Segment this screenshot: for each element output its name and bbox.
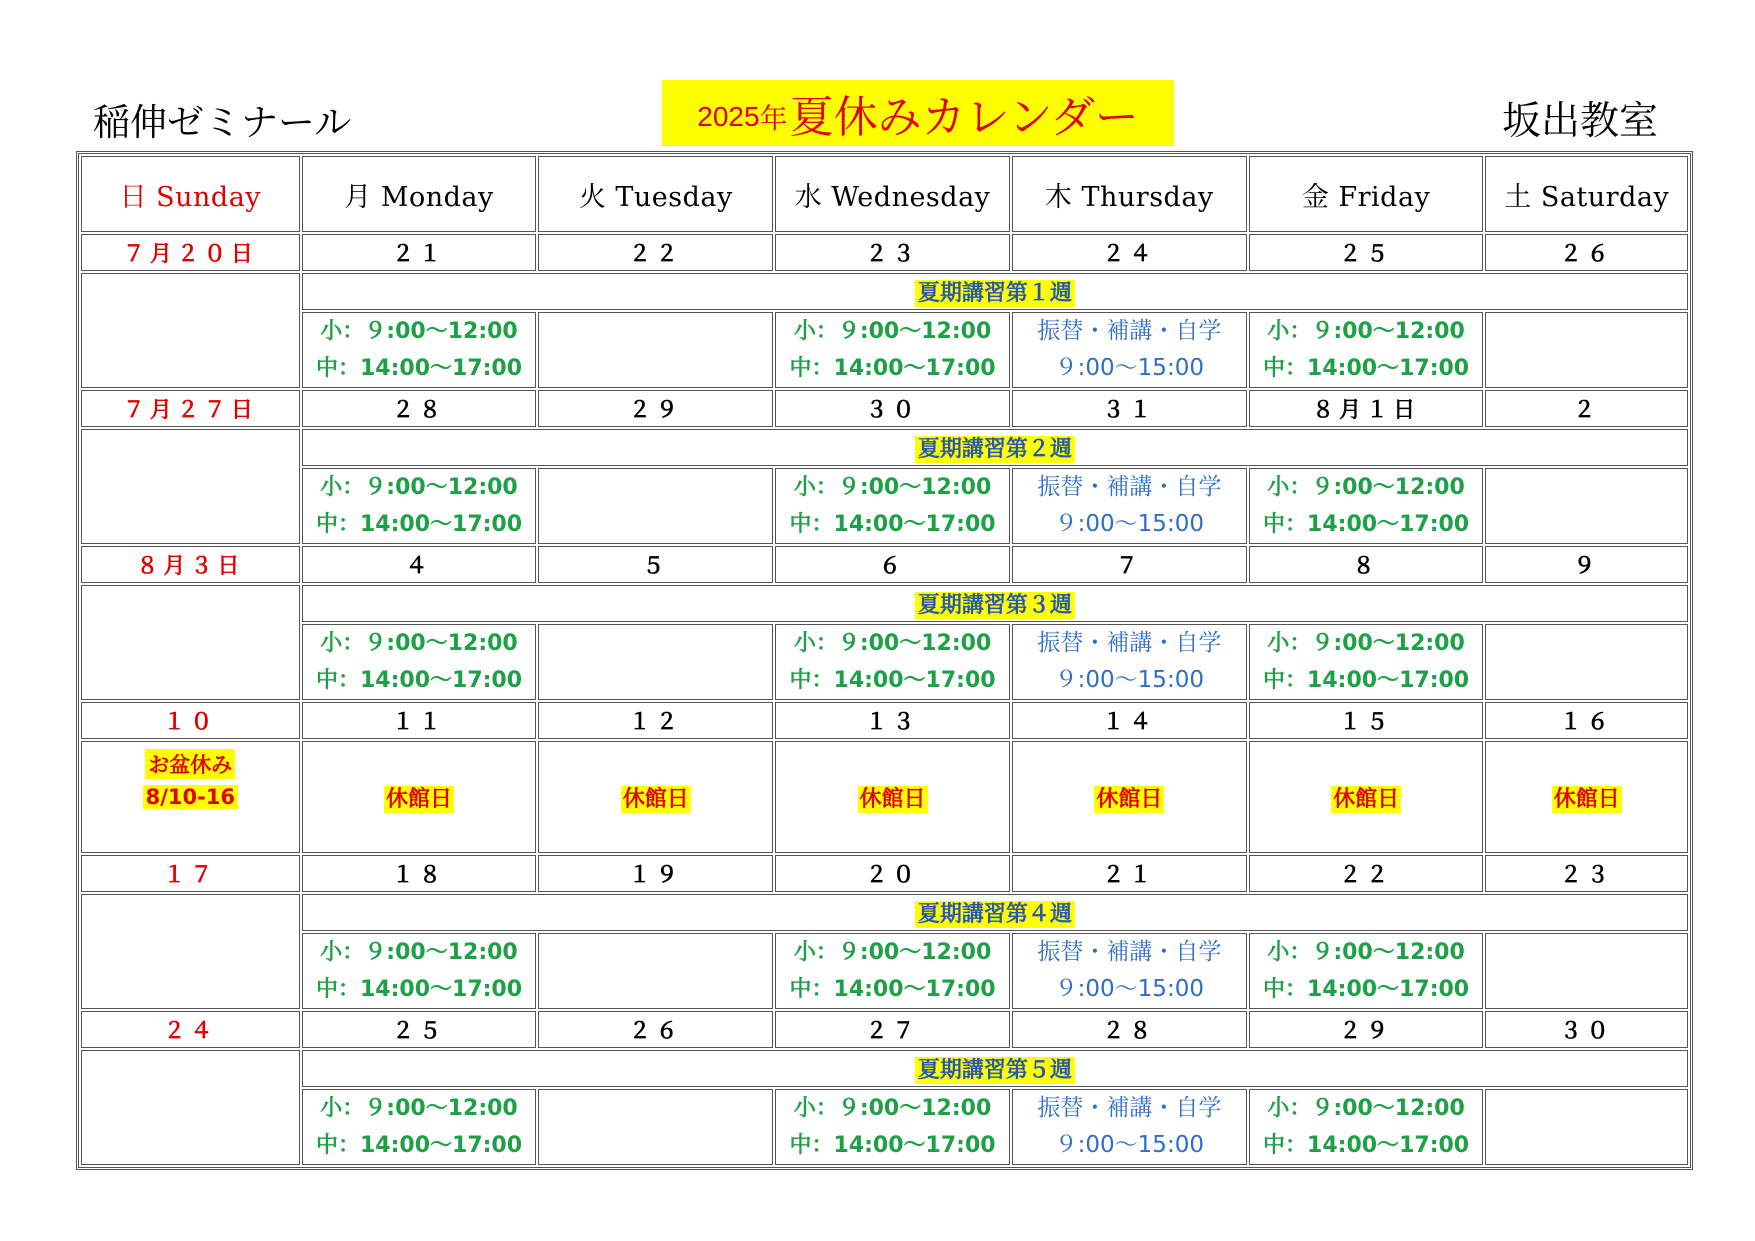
schedule-cell-saturday: [1485, 468, 1688, 544]
schedule-cell-monday: [302, 1089, 537, 1165]
weekday-saturday: 土 Saturday: [1485, 156, 1688, 232]
weekday-wednesday: 水 Wednesday: [775, 156, 1010, 232]
calendar-table: [76, 151, 1693, 1170]
middle-time: 中：14:00～17:00: [315, 668, 523, 693]
schedule-cell-thursday: [1012, 624, 1247, 700]
elementary-time: 小：９:00～12:00: [1267, 475, 1465, 500]
elementary-time: 小：９:00～12:00: [320, 631, 518, 656]
date-row: [81, 702, 1688, 739]
date-cell: ４: [302, 546, 537, 583]
obon-cell: [81, 741, 300, 853]
obon-range: 8/10-16: [143, 785, 238, 809]
schedule-cell-tuesday: [538, 312, 773, 388]
date-cell: ２７: [775, 1011, 1010, 1048]
date-cell: ２８: [1012, 1011, 1247, 1048]
middle-time: 中：14:00～17:00: [789, 977, 996, 1002]
sunday-empty-cell: [81, 894, 300, 1009]
schedule-cell-friday: [1249, 1089, 1484, 1165]
date-cell: ８: [1249, 546, 1484, 583]
makeup-time: ９:00～15:00: [1054, 976, 1204, 1002]
schedule-cell-thursday: [1012, 312, 1247, 388]
date-cell: ２９: [1249, 1011, 1484, 1048]
week-label: 夏期講習第４週: [915, 901, 1075, 928]
elementary-time: 小：９:00～12:00: [793, 475, 992, 500]
middle-time: 中：14:00～17:00: [789, 1133, 996, 1158]
date-row: [81, 855, 1688, 892]
elementary-time: 小：９:00～12:00: [1267, 940, 1465, 965]
middle-time: 中：14:00～17:00: [1263, 512, 1470, 537]
date-cell: １２: [538, 702, 773, 739]
closed-cell: [775, 741, 1010, 853]
holiday-row: [81, 741, 1688, 853]
week-label-row: [81, 273, 1688, 310]
title-main: 夏休みカレンダー: [789, 92, 1139, 143]
schedule-cell-friday: [1249, 624, 1484, 700]
sunday-empty-cell: [81, 429, 300, 544]
week-label-cell: [302, 1050, 1688, 1087]
school-name: 稲伸ゼミナール: [93, 101, 352, 144]
elementary-time: 小：９:00～12:00: [1267, 1096, 1465, 1121]
date-cell: ８月３日: [81, 546, 300, 583]
elementary-time: 小：９:00～12:00: [320, 940, 518, 965]
week-label-row: [81, 429, 1688, 466]
closed-label: 休館日: [1333, 786, 1400, 812]
schedule-cell-tuesday: [538, 933, 773, 1009]
date-cell: ５: [538, 546, 773, 583]
elementary-time: 小：９:00～12:00: [1267, 319, 1465, 344]
date-row: [81, 390, 1688, 427]
date-cell: １７: [81, 855, 300, 892]
schedule-row: [81, 468, 1688, 544]
date-cell: １３: [775, 702, 1010, 739]
schedule-cell-saturday: [1485, 933, 1688, 1009]
week-label-row: [81, 1050, 1688, 1087]
date-cell: ３０: [1485, 1011, 1688, 1048]
date-cell: ７月２０日: [81, 234, 300, 271]
date-cell: ２２: [1249, 855, 1484, 892]
makeup-time: ９:00～15:00: [1054, 1132, 1204, 1158]
schedule-cell-saturday: [1485, 1089, 1688, 1165]
schedule-cell-friday: [1249, 312, 1484, 388]
schedule-cell-thursday: [1012, 1089, 1247, 1165]
closed-label: 休館日: [859, 786, 926, 812]
closed-cell: [1485, 741, 1688, 853]
elementary-time: 小：９:00～12:00: [320, 319, 518, 344]
date-cell: ３０: [775, 390, 1010, 427]
elementary-time: 小：９:00～12:00: [793, 631, 992, 656]
schedule-row: [81, 1089, 1688, 1165]
elementary-time: 小：９:00～12:00: [1267, 631, 1465, 656]
makeup-time: ９:00～15:00: [1054, 511, 1204, 537]
schedule-cell-tuesday: [538, 1089, 773, 1165]
date-cell: ２４: [1012, 234, 1247, 271]
date-cell: １６: [1485, 702, 1688, 739]
date-row: [81, 234, 1688, 271]
schedule-cell-wednesday: [775, 468, 1010, 544]
date-cell: ３１: [1012, 390, 1247, 427]
date-cell: ２６: [1485, 234, 1688, 271]
schedule-row: [81, 624, 1688, 700]
middle-time: 中：14:00～17:00: [789, 356, 996, 381]
weekday-monday: 月 Monday: [302, 156, 537, 232]
date-cell: ２８: [302, 390, 537, 427]
makeup-time: ９:00～15:00: [1054, 355, 1204, 381]
closed-label: 休館日: [622, 786, 689, 812]
date-row: [81, 546, 1688, 583]
week-label: 夏期講習第５週: [915, 1057, 1075, 1084]
date-cell: ２９: [538, 390, 773, 427]
elementary-time: 小：９:00～12:00: [793, 940, 992, 965]
weekday-thursday: 木 Thursday: [1012, 156, 1247, 232]
middle-time: 中：14:00～17:00: [1263, 977, 1470, 1002]
date-cell: ２５: [302, 1011, 537, 1048]
week-label-cell: [302, 894, 1688, 931]
week-label: 夏期講習第１週: [915, 280, 1075, 307]
date-cell: １９: [538, 855, 773, 892]
schedule-row: [81, 933, 1688, 1009]
date-cell: ６: [775, 546, 1010, 583]
closed-label: 休館日: [1553, 786, 1620, 812]
date-cell: ２３: [775, 234, 1010, 271]
week-label-row: [81, 894, 1688, 931]
date-cell: ２２: [538, 234, 773, 271]
middle-time: 中：14:00～17:00: [1263, 1133, 1470, 1158]
date-cell: ２１: [302, 234, 537, 271]
date-cell: １８: [302, 855, 537, 892]
week-label: 夏期講習第３週: [915, 592, 1075, 619]
sunday-empty-cell: [81, 1050, 300, 1165]
date-cell: ９: [1485, 546, 1688, 583]
date-cell: ２０: [775, 855, 1010, 892]
elementary-time: 小：９:00～12:00: [320, 475, 518, 500]
date-cell: ７: [1012, 546, 1247, 583]
middle-time: 中：14:00～17:00: [1263, 668, 1470, 693]
middle-time: 中：14:00～17:00: [315, 1133, 523, 1158]
date-cell: １５: [1249, 702, 1484, 739]
elementary-time: 小：９:00～12:00: [793, 1096, 992, 1121]
date-cell: ２１: [1012, 855, 1247, 892]
elementary-time: 小：９:00～12:00: [320, 1096, 518, 1121]
date-cell: ７月２７日: [81, 390, 300, 427]
date-cell: ８月１日: [1249, 390, 1484, 427]
week-label: 夏期講習第２週: [915, 436, 1075, 463]
week-label-row: [81, 585, 1688, 622]
schedule-cell-tuesday: [538, 468, 773, 544]
weekday-sunday: 日 Sunday: [81, 156, 300, 232]
week-label-cell: [302, 585, 1688, 622]
date-cell: ２５: [1249, 234, 1484, 271]
schedule-cell-wednesday: [775, 624, 1010, 700]
weekday-friday: 金 Friday: [1249, 156, 1484, 232]
sunday-empty-cell: [81, 273, 300, 388]
schedule-cell-monday: [302, 468, 537, 544]
date-cell: １４: [1012, 702, 1247, 739]
schedule-cell-friday: [1249, 933, 1484, 1009]
date-cell: １０: [81, 702, 300, 739]
schedule-cell-thursday: [1012, 933, 1247, 1009]
week-label-cell: [302, 429, 1688, 466]
makeup-time: ９:00～15:00: [1054, 667, 1204, 693]
middle-time: 中：14:00～17:00: [315, 512, 523, 537]
obon-label: お盆休み: [145, 749, 235, 779]
weekday-tuesday: 火 Tuesday: [538, 156, 773, 232]
middle-time: 中：14:00～17:00: [1263, 356, 1470, 381]
calendar-title: [662, 80, 1174, 146]
closed-cell: [1012, 741, 1247, 853]
week-label-cell: [302, 273, 1688, 310]
middle-time: 中：14:00～17:00: [315, 356, 523, 381]
schedule-cell-wednesday: [775, 312, 1010, 388]
date-cell: １１: [302, 702, 537, 739]
schedule-cell-tuesday: [538, 624, 773, 700]
makeup-label: 振替・補講・自学: [1037, 630, 1222, 656]
middle-time: 中：14:00～17:00: [789, 512, 996, 537]
schedule-cell-monday: [302, 624, 537, 700]
schedule-cell-thursday: [1012, 468, 1247, 544]
schedule-cell-wednesday: [775, 933, 1010, 1009]
closed-label: 休館日: [1096, 786, 1163, 812]
schedule-cell-monday: [302, 933, 537, 1009]
schedule-cell-wednesday: [775, 1089, 1010, 1165]
sunday-empty-cell: [81, 585, 300, 700]
date-cell: ２６: [538, 1011, 773, 1048]
middle-time: 中：14:00～17:00: [789, 668, 996, 693]
date-cell: ２: [1485, 390, 1688, 427]
schedule-cell-monday: [302, 312, 537, 388]
elementary-time: 小：９:00～12:00: [793, 319, 992, 344]
date-row: [81, 1011, 1688, 1048]
schedule-row: [81, 312, 1688, 388]
classroom-name: 坂出教室: [1502, 99, 1659, 144]
makeup-label: 振替・補講・自学: [1037, 474, 1222, 500]
title-year-kanji: 年: [759, 102, 788, 135]
makeup-label: 振替・補講・自学: [1037, 939, 1222, 965]
closed-label: 休館日: [386, 786, 453, 812]
date-cell: ２３: [1485, 855, 1688, 892]
weekday-header-row: [81, 156, 1688, 232]
middle-time: 中：14:00～17:00: [315, 977, 523, 1002]
schedule-cell-saturday: [1485, 624, 1688, 700]
date-cell: ２４: [81, 1011, 300, 1048]
title-year: 2025: [697, 101, 760, 132]
closed-cell: [538, 741, 773, 853]
makeup-label: 振替・補講・自学: [1037, 1095, 1222, 1121]
makeup-label: 振替・補講・自学: [1037, 318, 1222, 344]
schedule-cell-saturday: [1485, 312, 1688, 388]
closed-cell: [302, 741, 537, 853]
closed-cell: [1249, 741, 1484, 853]
schedule-cell-friday: [1249, 468, 1484, 544]
